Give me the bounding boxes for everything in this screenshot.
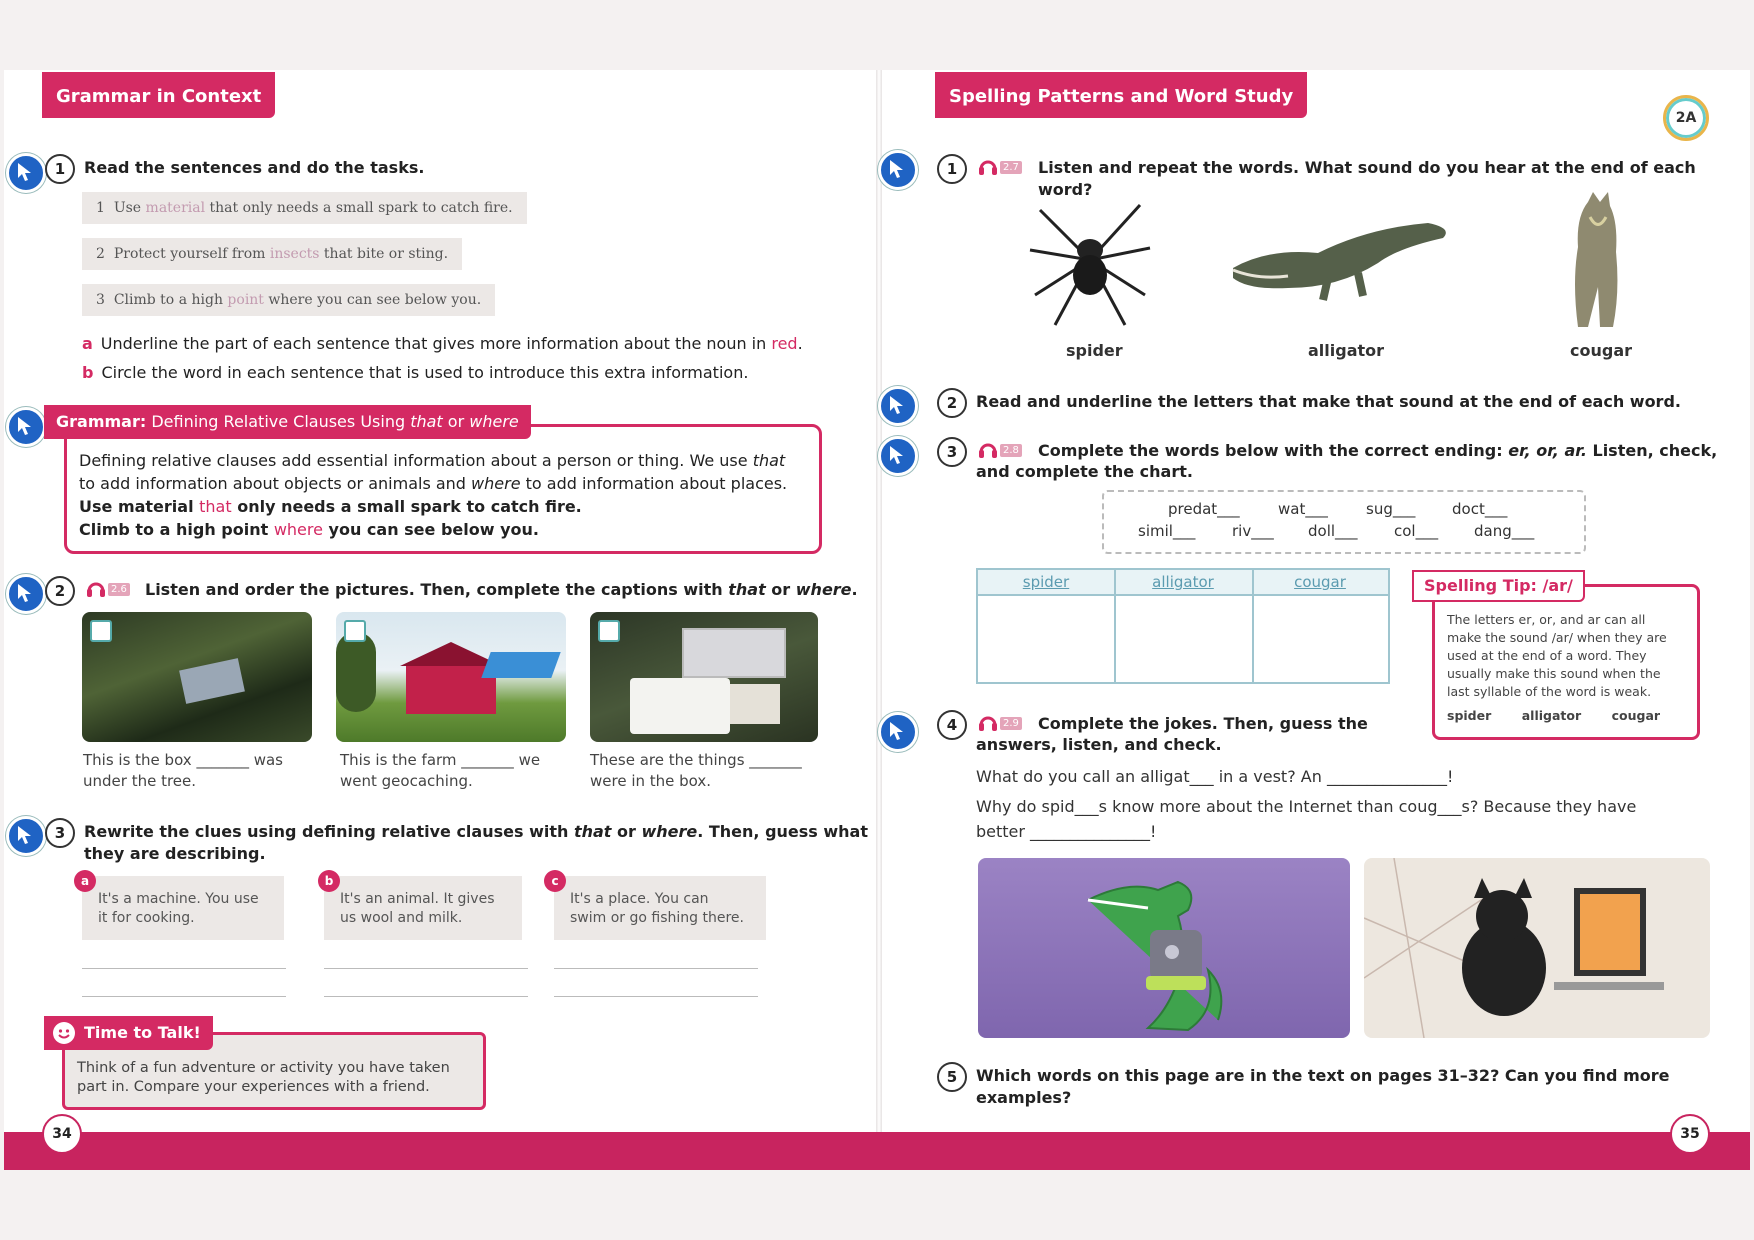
- chart-header-cougar: cougar: [1252, 570, 1388, 596]
- clue-c: It's a place. You can swim or go fishing there.: [554, 876, 766, 940]
- label-cougar: cougar: [1570, 341, 1633, 360]
- sound-chart: [976, 568, 1390, 684]
- r-task-1-cursor-icon[interactable]: [878, 150, 918, 190]
- word-predat: predat___: [1168, 500, 1240, 518]
- r-task-3-number: 3: [937, 437, 967, 467]
- photo-box-under-tree: [82, 612, 312, 742]
- r-task-4-instruction-line-1: Complete the jokes. Then, guess the: [1038, 714, 1368, 733]
- r-task-2-cursor-icon[interactable]: [878, 386, 918, 426]
- clue-b: It's an animal. It gives us wool and milk.: [324, 876, 522, 940]
- label-spider: spider: [1066, 341, 1123, 360]
- word-riv: riv___: [1232, 522, 1274, 540]
- r-task-4-cursor-icon[interactable]: [878, 712, 918, 752]
- alligator-image: [1228, 208, 1458, 308]
- time-to-talk-title: Time to Talk!: [44, 1016, 213, 1050]
- unit-badge: 2A: [1663, 95, 1709, 141]
- word-dang: dang___: [1474, 522, 1535, 540]
- task-3-instruction: Rewrite the clues using defining relative clauses with that or where. Then, guess what they are describing.: [84, 822, 868, 863]
- word-wat: wat___: [1278, 500, 1328, 518]
- task-2-cursor-icon[interactable]: [6, 574, 46, 614]
- sentence-2: 2 Protect yourself from insects that bite or sting.: [82, 238, 462, 270]
- grammar-example-1: Use material that only needs a small spark to catch fire.: [79, 497, 582, 516]
- joke-3: better _______________!: [976, 822, 1157, 841]
- chart-header-alligator: alligator: [1114, 570, 1252, 596]
- r-task-5-number: 5: [937, 1062, 967, 1092]
- task-2-instruction: Listen and order the pictures. Then, complete the captions with that or where.: [145, 580, 858, 599]
- word-col: col___: [1394, 522, 1439, 540]
- grammar-box: [64, 424, 822, 554]
- answer-line-a1[interactable]: [82, 968, 286, 969]
- box-shape: [179, 658, 245, 704]
- r-task-2-instruction: Read and underline the letters that make that sound at the end of each word.: [976, 392, 1681, 411]
- sentence-3: 3 Climb to a high point where you can see below you.: [82, 284, 495, 316]
- alligator-vest-illustration: [978, 858, 1350, 1038]
- r-task-4-instruction-line-2: answers, listen, and check.: [976, 735, 1222, 754]
- answer-line-b1[interactable]: [324, 968, 528, 969]
- container-shape: [682, 628, 786, 678]
- book-spine: [876, 70, 882, 1170]
- chart-header-spider: spider: [978, 570, 1114, 596]
- subtask-a: a Underline the part of each sentence that gives more information about the noun in red.: [82, 334, 803, 353]
- clue-a-badge: a: [74, 870, 96, 892]
- clue-b-badge: b: [318, 870, 340, 892]
- grammar-line-1: Defining relative clauses add essential information about a person or thing. We use that: [79, 451, 786, 470]
- photo-things-in-box: [590, 612, 818, 742]
- order-checkbox-2[interactable]: [344, 620, 366, 642]
- task-3-number: 3: [45, 818, 75, 848]
- word-simil: simil___: [1138, 522, 1196, 540]
- task-2-number: 2: [45, 576, 75, 606]
- r-task-3-instruction-line-1: Complete the words below with the correct ending: er, or, ar. Listen, check,: [1038, 441, 1718, 460]
- talk-line-1: Think of a fun adventure or activity you have taken: [77, 1060, 450, 1076]
- tree-shape: [336, 632, 376, 712]
- blue-roof-shape: [481, 652, 560, 678]
- grammar-example-2: Climb to a high point where you can see below you.: [79, 520, 539, 539]
- grammar-line-2: to add information about objects or animals and where to add information about places.: [79, 474, 788, 493]
- chart-divider-2: [1252, 570, 1254, 682]
- joke-2: Why do spid___s know more about the Internet than coug___s? Because they have: [976, 797, 1637, 816]
- spelling-tip-box: [1432, 584, 1700, 740]
- r-task-3-instruction-line-2: and complete the chart.: [976, 462, 1193, 481]
- caption-1: This is the box _______ was under the tree.: [83, 751, 283, 790]
- answer-line-c1[interactable]: [554, 968, 758, 969]
- speech-face-icon: [52, 1021, 76, 1045]
- spelling-tip-title: Spelling Tip: /ar/: [1412, 570, 1585, 602]
- footer-bar: [4, 1132, 1750, 1170]
- talk-line-2: part in. Compare your experiences with a friend.: [77, 1079, 430, 1095]
- grammar-box-title: Grammar: Defining Relative Clauses Using that or where: [44, 405, 531, 439]
- task-1-cursor-icon[interactable]: [6, 153, 46, 193]
- caption-2: This is the farm _______ we went geocaching.: [340, 751, 541, 790]
- task-3-cursor-icon[interactable]: [6, 816, 46, 856]
- joke-1: What do you call an alligat___ in a vest? An _______________!: [976, 767, 1454, 786]
- subtask-b: b Circle the word in each sentence that is used to introduce this extra information.: [82, 363, 749, 382]
- item-shape: [730, 684, 780, 724]
- cougar-image: [1558, 192, 1638, 332]
- word-sug: sug___: [1366, 500, 1416, 518]
- sentence-1: 1 Use material that only needs a small spark to catch fire.: [82, 192, 527, 224]
- photo-farm: [336, 612, 566, 742]
- r-task-4-number: 4: [937, 710, 967, 740]
- task-1-number: 1: [45, 154, 75, 184]
- order-checkbox-3[interactable]: [598, 620, 620, 642]
- notebook-shape: [630, 678, 730, 734]
- word-bank: [1102, 490, 1586, 554]
- clue-c-badge: c: [544, 870, 566, 892]
- grammar-cursor-icon[interactable]: [6, 407, 46, 447]
- section-tab-grammar: Grammar in Context: [42, 72, 275, 118]
- answer-line-a2[interactable]: [82, 996, 286, 997]
- r-task-1-number: 1: [937, 154, 967, 184]
- clue-a: It's a machine. You use it for cooking.: [82, 876, 284, 940]
- r-task-1-instruction: Listen and repeat the words. What sound do you hear at the end of each word?: [1038, 158, 1696, 199]
- r-task-2-number: 2: [937, 388, 967, 418]
- answer-line-b2[interactable]: [324, 996, 528, 997]
- word-doll: doll___: [1308, 522, 1358, 540]
- spelling-tip-examples: spider alligator cougar: [1447, 708, 1661, 723]
- r-task-3-cursor-icon[interactable]: [878, 436, 918, 476]
- chart-divider-1: [1114, 570, 1116, 682]
- page-number-left: 34: [42, 1114, 82, 1154]
- spider-image: [1020, 190, 1160, 330]
- order-checkbox-1[interactable]: [90, 620, 112, 642]
- page-number-right: 35: [1670, 1114, 1710, 1154]
- spider-computer-illustration: [1364, 858, 1710, 1038]
- section-tab-spelling: Spelling Patterns and Word Study: [935, 72, 1307, 118]
- r-task-5-instruction: Which words on this page are in the text on pages 31–32? Can you find more examples?: [976, 1066, 1670, 1107]
- task-1-instruction: Read the sentences and do the tasks.: [84, 158, 425, 177]
- label-alligator: alligator: [1308, 341, 1385, 360]
- spelling-tip-text: The letters er, or, and ar can all make the sound /ar/ when they are used at the end of a word. They usually make this sound when the last syllable of the word is weak.: [1447, 612, 1667, 699]
- caption-3: These are the things _______ were in the box.: [590, 751, 802, 790]
- word-doct: doct___: [1452, 500, 1508, 518]
- answer-line-c2[interactable]: [554, 996, 758, 997]
